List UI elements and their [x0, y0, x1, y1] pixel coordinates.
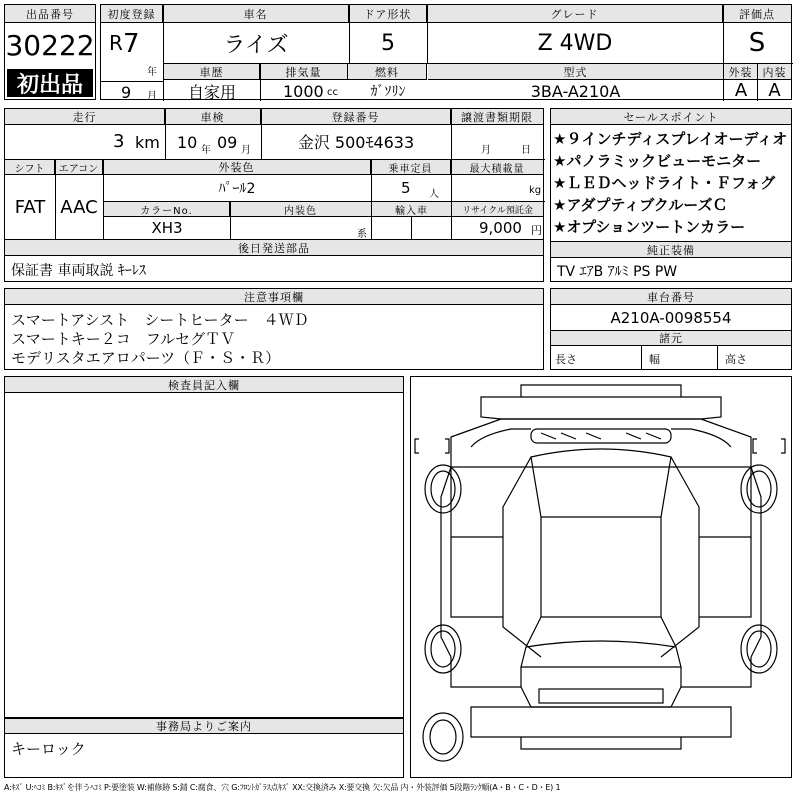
transfer-label: 譲渡書類期限	[451, 109, 543, 125]
int-grade: A	[768, 80, 781, 101]
lot-number: 30222	[5, 28, 95, 62]
first-listing-badge: 初出品	[7, 69, 93, 97]
office-box	[4, 718, 404, 778]
sales-point: ★オプションツートンカラー	[553, 218, 746, 236]
capacity: 5	[401, 179, 411, 197]
displacement: 1000	[283, 82, 324, 101]
sales-points-box	[550, 108, 792, 242]
inspector-box	[4, 376, 404, 718]
score-label: 評価点	[723, 5, 791, 23]
notes-label: 注意事項欄	[5, 289, 543, 305]
era: R	[109, 31, 123, 55]
int-color-unit: 系	[357, 229, 367, 240]
inspection-label: 車検	[165, 109, 261, 125]
office-note: キーロック	[11, 740, 86, 758]
reg-year-unit: 年	[147, 67, 157, 78]
inspection-month: 09	[217, 133, 238, 152]
int-color-label: 内装色	[230, 202, 371, 217]
later-parts-label: 後日発送部品	[5, 240, 543, 256]
grade-label: グレード	[427, 5, 723, 23]
sales-point: ★パノラミックビューモニター	[553, 152, 762, 170]
transfer-day-unit: 日	[521, 145, 531, 156]
grade: Z 4WD	[537, 30, 613, 56]
recycle-fee: 9,000	[479, 219, 522, 237]
door-label: ドア形状	[349, 5, 427, 23]
shift: FAT	[14, 196, 46, 218]
office-label: 事務局よりご案内	[5, 718, 403, 734]
lot-number-label: 出品番号	[5, 5, 95, 23]
int-grade-label: 内装	[758, 64, 791, 80]
chassis-label: 車台番号	[551, 289, 791, 305]
inspector-label: 検査員記入欄	[5, 377, 403, 393]
fuel-label: 燃料	[348, 64, 427, 80]
note-line: スマートキー２コ フルセグＴＶ	[11, 330, 236, 348]
shift-label: シフト	[5, 160, 55, 175]
length-label: 長さ	[555, 353, 577, 366]
mileage-label: 走行	[5, 109, 165, 125]
history: 自家用	[187, 82, 236, 102]
score: S	[748, 28, 766, 58]
later-parts-box	[4, 240, 544, 282]
damage-diagram	[410, 376, 792, 778]
mileage-unit: km	[135, 133, 160, 152]
sales-point: ★アダプティブクルーズＣ	[553, 196, 728, 214]
reg-year: 7	[123, 29, 140, 59]
sales-point: ★９インチディスプレイオーディオ	[553, 130, 788, 148]
model-label: 型式	[428, 64, 723, 80]
legend-text: A:ｷｽﾞ U:ﾍｺﾐ B:ｷｽﾞを伴うﾍｺﾐ P:要塗装 W:補修跡 S:錆 C:腐食、穴 G:ﾌﾛﾝﾄｶﾞﾗｽ点ｷｽﾞ XX:交換済み X:要交換 欠:欠品 内・外装評価 5段階ﾗﾝｸ順(A・B・C・D・E) 1	[4, 783, 561, 792]
ext-grade: A	[734, 80, 748, 101]
transfer-month-unit: 月	[481, 145, 491, 156]
displacement-unit: cc	[327, 87, 338, 98]
capacity-label: 乗車定員	[371, 160, 451, 175]
car-outline-diagram	[411, 377, 791, 777]
sales-point: ★ＬＥＤヘッドライト・Ｆフォグ	[553, 174, 776, 192]
chassis-number: A210A-0098554	[610, 309, 732, 327]
capacity-unit: 人	[429, 189, 439, 200]
later-parts: 保証書 車両取説 ｷｰﾚｽ	[11, 263, 146, 279]
car-name-label: 車名	[163, 5, 349, 23]
reg-month: 9	[121, 83, 132, 102]
aircon: AAC	[60, 196, 98, 218]
import-label: 輸入車	[372, 202, 451, 217]
lot-number-box	[4, 4, 96, 100]
inspection-month-unit: 月	[241, 145, 251, 156]
displacement-label: 排気量	[260, 64, 348, 80]
notes-box	[4, 288, 544, 370]
sales-points-label: セールスポイント	[551, 109, 791, 125]
ext-color: ﾊﾟｰﾙ2	[218, 181, 256, 197]
reg-month-unit: 月	[147, 91, 157, 102]
fuel: ｶﾞｿﾘﾝ	[370, 84, 406, 100]
plate-number: 金沢 500ﾓ4633	[297, 132, 415, 152]
model-code: 3BA-A210A	[530, 81, 621, 101]
equipment-label: 純正装備	[551, 242, 791, 258]
inspection-year: 10	[177, 133, 198, 152]
first-reg-label: 初度登録	[101, 5, 163, 23]
color-no: XH3	[151, 219, 183, 237]
max-load-label: 最大積載量	[451, 160, 543, 175]
height-label: 高さ	[725, 353, 747, 366]
chassis-box	[550, 288, 792, 370]
header-grid	[100, 4, 792, 100]
dims-label: 諸元	[551, 330, 791, 346]
note-line: スマートアシスト シートヒーター ４ＷＤ	[11, 311, 309, 329]
note-line: モデリスタエアロパーツ（Ｆ・Ｓ・Ｒ）	[11, 349, 281, 367]
doors: 5	[381, 30, 395, 56]
max-load-unit: kg	[529, 185, 542, 196]
history-label: 車歴	[164, 64, 260, 80]
equipment-box	[550, 242, 792, 282]
recycle-label: リサイクル預託金	[452, 202, 543, 217]
recycle-fee-unit: 円	[531, 224, 542, 237]
equipment: TV ｴｱB ｱﾙﾐ PS PW	[557, 264, 678, 280]
aircon-label: エアコン	[55, 160, 103, 175]
plate-label: 登録番号	[261, 109, 451, 125]
ext-color-label: 外装色	[103, 160, 371, 175]
vehicle-info-grid	[4, 108, 544, 240]
inspection-year-unit: 年	[201, 145, 211, 156]
width-label: 幅	[649, 353, 660, 366]
car-name: ライズ	[223, 32, 289, 58]
mileage: 3	[113, 131, 125, 152]
color-no-label: カラーNo.	[104, 202, 230, 217]
ext-grade-label: 外装	[724, 64, 758, 80]
